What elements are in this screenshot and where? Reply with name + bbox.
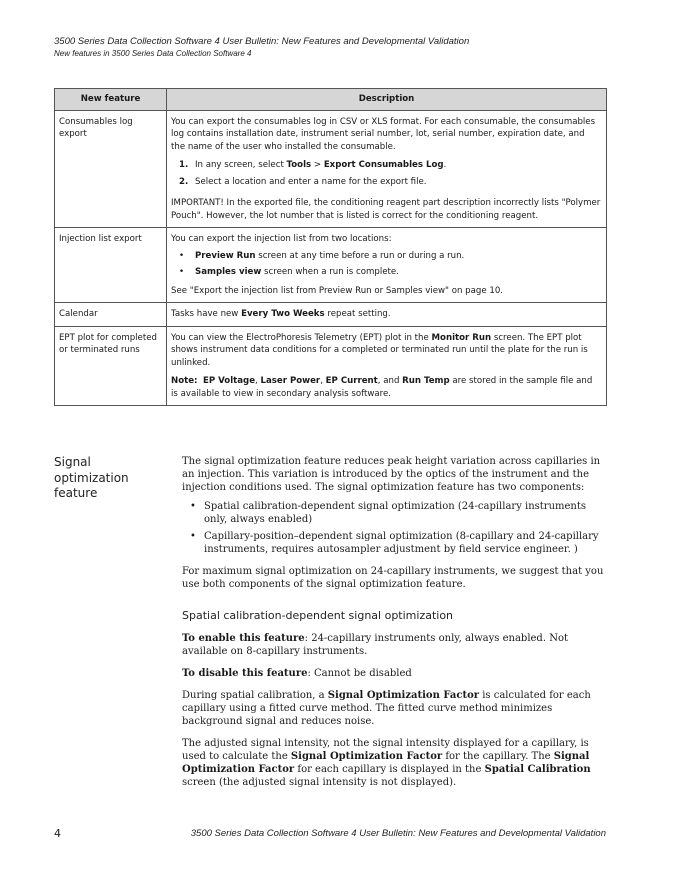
export-steps: [171, 159, 601, 188]
signal-optimization-factor-term: Signal Optimization Factor: [182, 751, 590, 775]
feature-cell: EPT plot for completed or terminated runs: [55, 326, 167, 406]
calendar-text: Tasks have new: [171, 309, 242, 319]
note-text-end: are stored in the sample file and is available to view in secondary analysis software.: [171, 376, 593, 399]
paragraph: [182, 737, 604, 789]
important-text: In the exported file, the conditioning reagent part description incorrectly lists "Polymer Pouch". However, the lot number that is listed is correct for the conditioning reagent.: [171, 198, 601, 221]
important-note: [171, 197, 601, 222]
spatial-calibration-term: Spatial Calibration: [484, 764, 591, 775]
description-cell: [167, 228, 607, 303]
ept-text-end: screen. The EPT plot shows instrument data conditions for a completed or terminated run until the plate for the run is unlinked.: [171, 332, 588, 368]
subsection-heading: Spatial calibration-dependent signal optimization: [182, 609, 454, 622]
note-sep: , and: [377, 376, 403, 386]
text: screen (the adjusted signal intensity is not displayed).: [182, 777, 457, 788]
step-text: Select a location and enter a name for the export file.: [195, 176, 427, 187]
step-number: 2.: [179, 176, 189, 187]
laser-power-label: Laser Power: [260, 376, 321, 386]
consumables-intro: You can export the consumables log in CSV or XLS format. For each consumable, the consumables log contains installation date, instrument serial number, lot, serial number, expiration date, and the name of the user who installed the consumable.: [171, 116, 596, 152]
section-body: [182, 455, 604, 789]
running-header: [54, 36, 469, 59]
ept-note: [171, 375, 601, 400]
menu-tools: Tools: [286, 160, 312, 170]
disable-paragraph: [182, 667, 604, 680]
note-sep: ,: [255, 376, 261, 386]
note-sep: ,: [320, 376, 326, 386]
note-label: Note:: [171, 376, 198, 386]
step-item: [171, 159, 601, 172]
enable-text: : 24-capillary instruments only, always enabled. Not available on 8-capillary instruments.: [182, 633, 568, 657]
list-item-text: screen at any time before a run or during a run.: [255, 250, 465, 261]
list-item: [171, 266, 601, 279]
text: During spatial calibration, a: [182, 690, 328, 701]
footer-title: 3500 Series Data Collection Software 4 User Bulletin: New Features and Developmental Validation: [190, 828, 606, 839]
table-header-row: [55, 89, 607, 111]
paragraph: For maximum signal optimization on 24-capillary instruments, we suggest that you use both components of the signal optimization feature.: [182, 566, 604, 590]
page-number: 4: [54, 827, 61, 840]
preview-run-label: Preview Run: [195, 250, 256, 261]
disable-label: To disable this feature: [182, 668, 308, 679]
table-row-injection: [55, 228, 607, 303]
cross-reference: See "Export the injection list from Preview Run or Samples view" on page 10.: [171, 285, 504, 296]
injection-locations: [171, 250, 601, 279]
description-cell: [167, 303, 607, 327]
col-header-feature: New feature: [55, 89, 167, 111]
list-item: [171, 250, 601, 263]
description-cell: [167, 326, 607, 406]
calendar-text-end: repeat setting.: [324, 309, 391, 319]
new-features-table: [54, 88, 607, 406]
ep-current-label: EP Current: [325, 376, 378, 386]
important-label: IMPORTANT!: [171, 198, 224, 208]
signal-optimization-factor-term: Signal Optimization Factor: [290, 751, 443, 762]
step-item: [171, 176, 601, 189]
table-row-ept: [55, 326, 607, 406]
enable-paragraph: [182, 632, 604, 658]
text: for each capillary is displayed in the: [294, 764, 485, 775]
feature-cell: Injection list export: [55, 228, 167, 303]
table-row-calendar: [55, 303, 607, 327]
samples-view-label: Samples view: [195, 267, 262, 277]
paragraph: The signal optimization feature reduces peak height variation across capillaries in an injection. This variation is introduced by the optics of the instrument and the injection conditions used. The signal optimization feature has two components:: [182, 456, 601, 493]
step-text: In any screen, select: [195, 160, 287, 170]
monitor-run-label: Monitor Run: [431, 332, 492, 343]
header-subtitle: New features in 3500 Series Data Collection Software 4: [54, 49, 252, 58]
step-end: .: [443, 160, 447, 170]
feature-cell: Calendar: [55, 303, 167, 327]
step-number: 1.: [179, 160, 189, 170]
col-header-description: Description: [167, 89, 607, 111]
signal-optimization-factor-term: Signal Optimization Factor: [327, 690, 480, 701]
list-item: • Capillary-position–dependent signal optimization (8-capillary and 24-capillary instruments, requires autosampler adjustment by field service engineer. ): [182, 530, 604, 556]
section-heading: Signal optimization feature: [54, 455, 129, 500]
menu-export-consumables-log: Export Consumables Log: [323, 160, 444, 170]
list-item: • Spatial calibration-dependent signal optimization (24-capillary instruments only, always enabled): [182, 500, 604, 526]
ept-text: You can view the ElectroPhoresis Telemetry (EPT) plot in the: [171, 332, 432, 343]
enable-label: To enable this feature: [182, 633, 305, 644]
table-row-consumables: [55, 110, 607, 228]
feature-cell: Consumables log export: [55, 110, 167, 228]
component-list: [182, 500, 604, 556]
paragraph: [182, 689, 604, 728]
list-item-text: screen when a run is complete.: [261, 267, 399, 277]
description-cell: [167, 110, 607, 228]
header-title: 3500 Series Data Collection Software 4 User Bulletin: New Features and Developmental Validation: [54, 36, 470, 47]
ep-voltage-label: EP Voltage: [202, 376, 256, 386]
ept-description: [171, 332, 601, 370]
menu-separator: >: [311, 160, 324, 170]
run-temp-label: Run Temp: [402, 376, 450, 386]
disable-text: : Cannot be disabled: [307, 668, 412, 679]
text: The adjusted signal intensity, not the signal intensity displayed for a capillary, is used to calculate the: [182, 738, 589, 762]
text: is calculated for each capillary using a fitted curve method. The fitted curve method minimizes background signal and reduces noise.: [182, 690, 591, 727]
text: for the capillary. The: [442, 751, 554, 762]
every-two-weeks-label: Every Two Weeks: [241, 309, 325, 319]
injection-intro: You can export the injection list from two locations:: [171, 234, 392, 244]
